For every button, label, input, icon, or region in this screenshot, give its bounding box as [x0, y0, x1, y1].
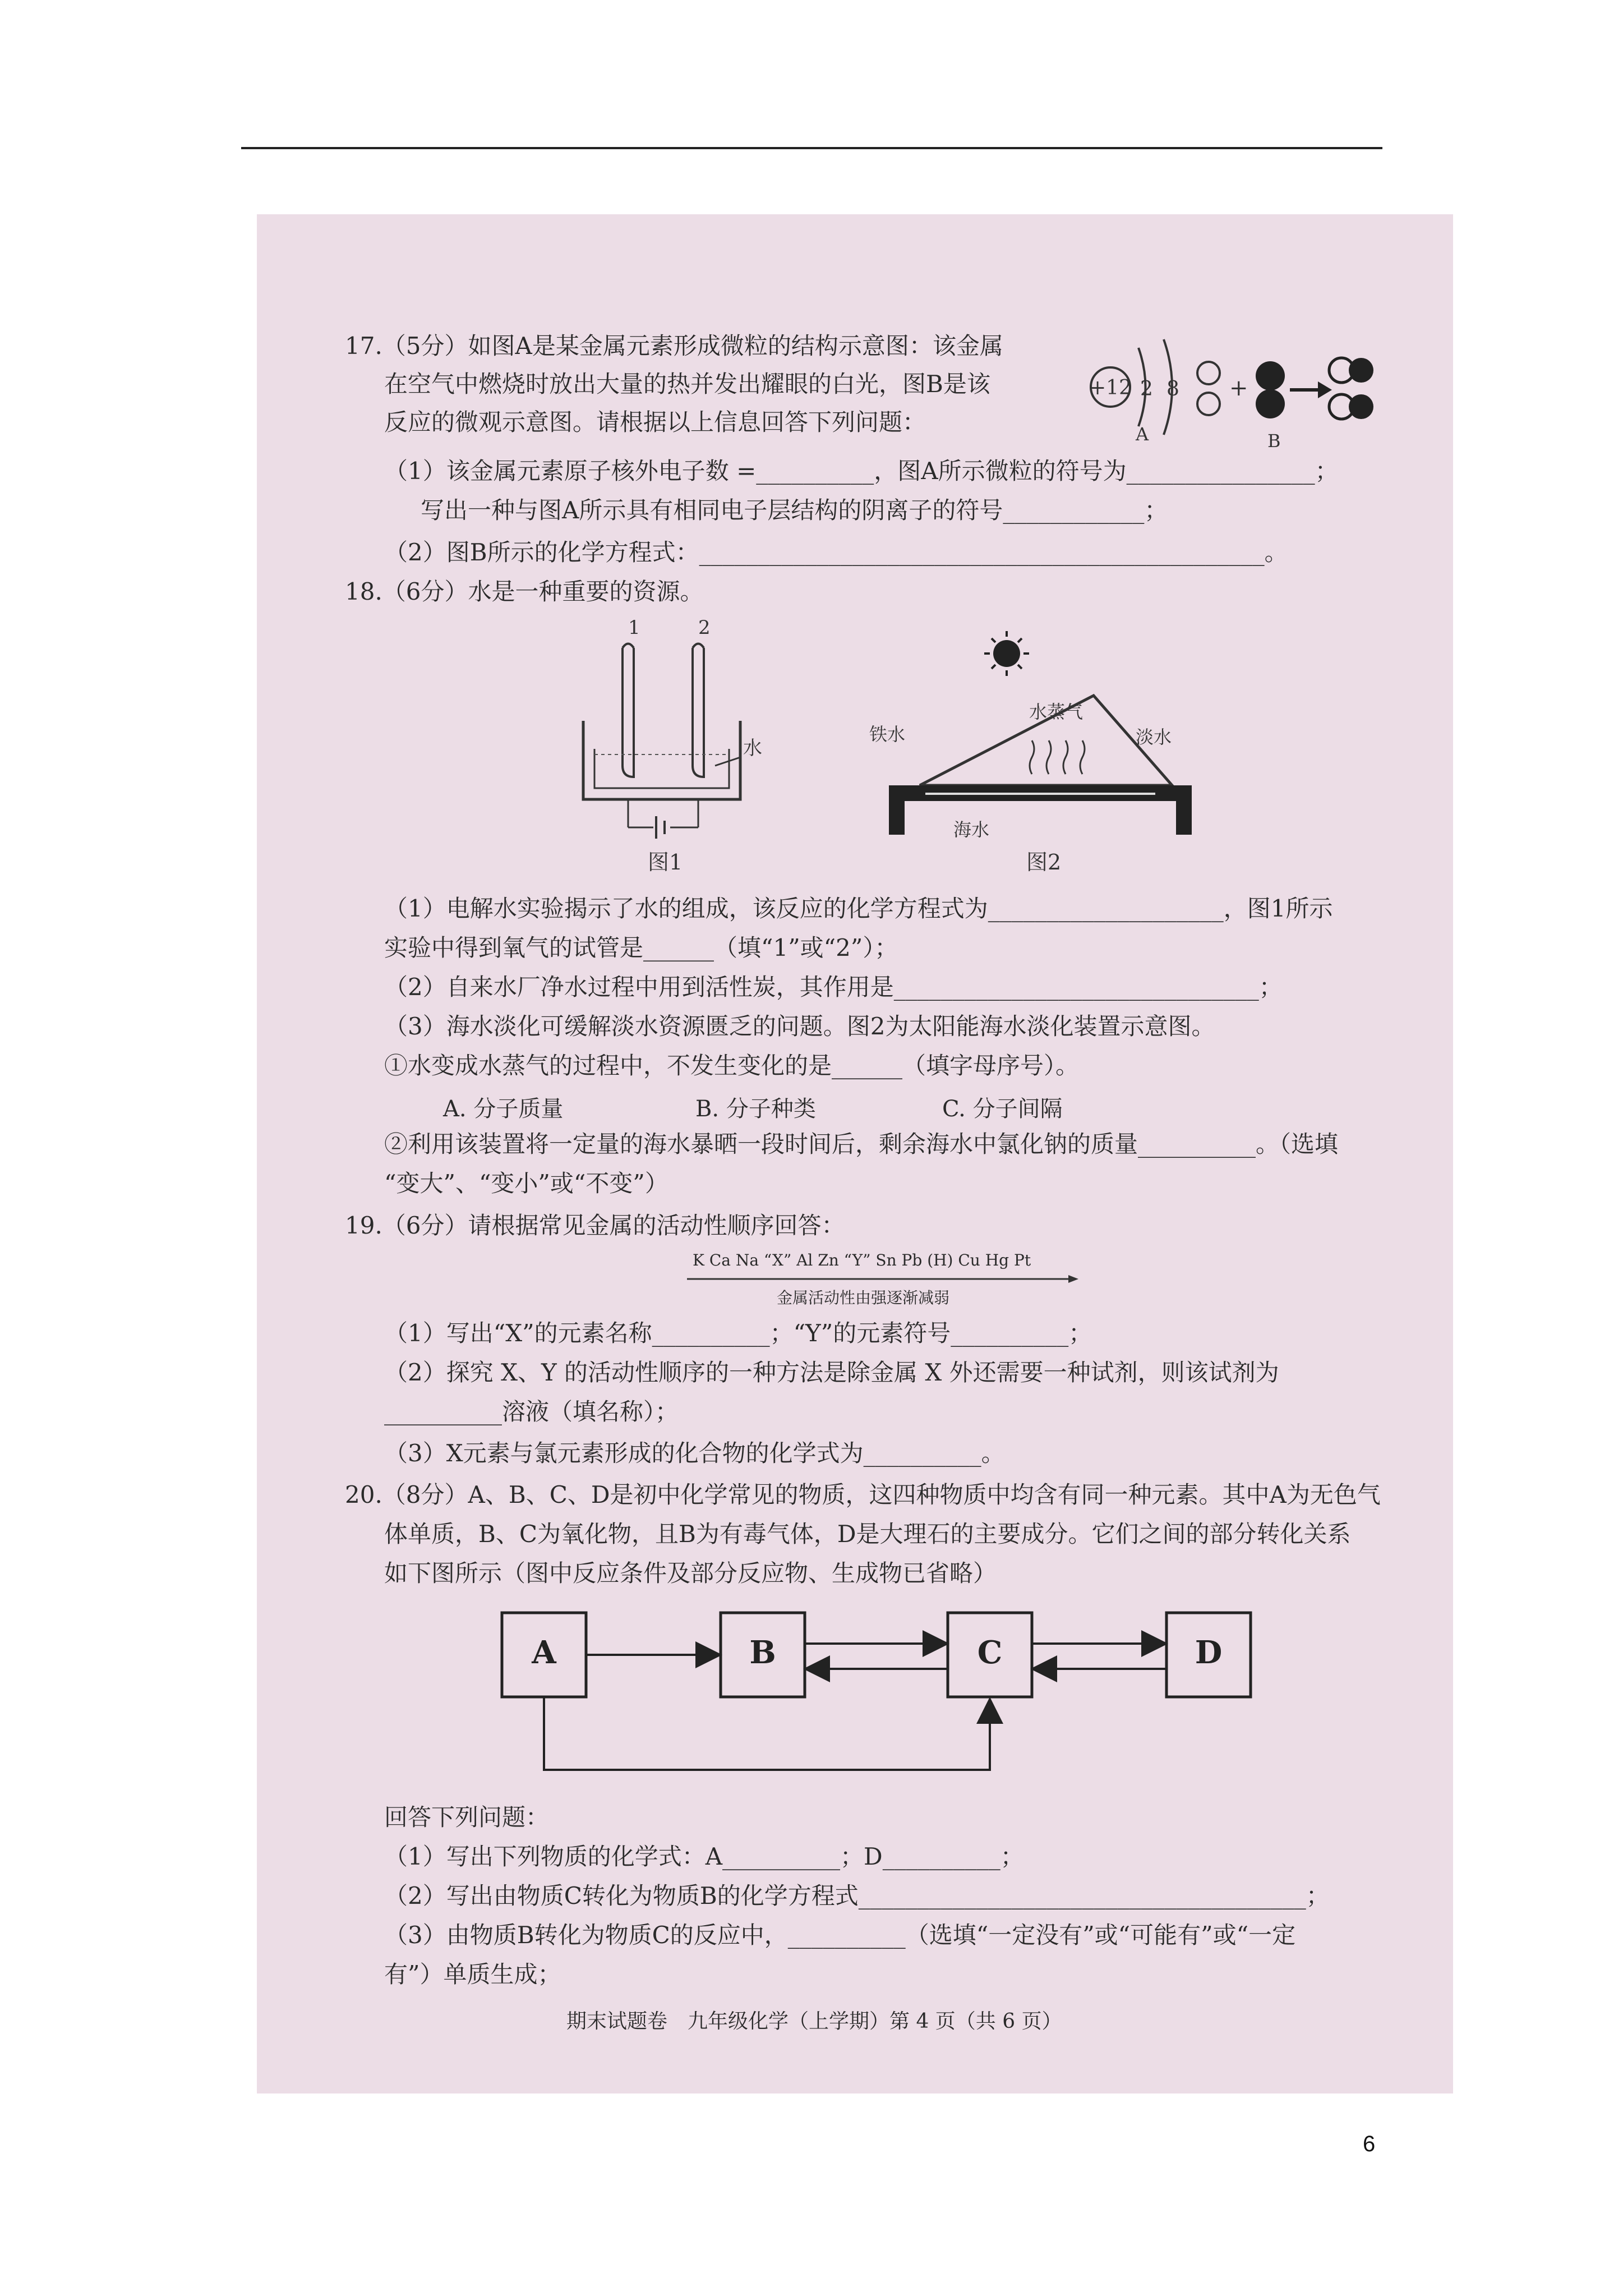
q18-sub1-line1: （1）电解水实验揭示了水的组成，该反应的化学方程式为____________________，图1所示 — [384, 895, 1333, 922]
q17-sub2: （2）图B所示的化学方程式：________________________________________________。 — [384, 539, 1288, 566]
q18-option-c: C. 分子间隔 — [942, 1096, 1063, 1122]
q18-figure2-desalination — [864, 623, 1234, 881]
water-label: 水 — [743, 737, 762, 760]
q17-sub1-line1: （1）该金属元素原子核外电子数 =__________，图A所示微粒的符号为________________； — [384, 457, 1339, 485]
fresh-water-label: 淡水 — [1136, 726, 1172, 748]
q18-stem: 18.（6分）水是一种重要的资源。 — [345, 578, 704, 605]
box-b-label: B — [749, 1634, 776, 1671]
q17-sub1-line2: 写出一种与图A所示具有相同电子层结构的阴离子的符号____________； — [421, 496, 1168, 524]
q20-answer-intro: 回答下列问题： — [384, 1803, 550, 1831]
q20-conversion-diagram — [494, 1607, 1267, 1781]
metal-activity-series: K Ca Na “X” Al Zn “Y” Sn Pb (H) Cu Hg Pt — [693, 1251, 1031, 1269]
shell2-electrons: 8 — [1166, 378, 1179, 401]
q18-sub3a: ①水变成水蒸气的过程中，不发生变化的是______（填字母序号）。 — [384, 1052, 1080, 1079]
figure-a-label: A — [1136, 424, 1149, 445]
plate-label: 铁水 — [869, 724, 906, 745]
box-d-label: D — [1195, 1634, 1223, 1671]
figure-a-atom-diagram — [1089, 339, 1179, 445]
shell1-electrons: 2 — [1140, 378, 1153, 401]
q20-stem-line2: 体单质，B、C为氧化物，且B为有毒气体，D是大理石的主要成分。它们之间的部分转化关系 — [384, 1520, 1351, 1548]
q18-sub3b-line1: ②利用该装置将一定量的海水暴晒一段时间后，剩余海水中氯化钠的质量__________。（选填 — [384, 1130, 1339, 1158]
q20-stem-line1: 20.（8分）A、B、C、D是初中化学常见的物质，这四种物质中均含有同一种元素。其中A为无色气 — [345, 1481, 1381, 1508]
q20-sub1: （1）写出下列物质的化学式：A__________；D__________； — [384, 1843, 1024, 1870]
q18-sub1-line2: 实验中得到氧气的试管是______（填“1”或“2”）； — [384, 934, 898, 961]
box-c-label: C — [977, 1634, 1003, 1671]
q17-stem-line2: 在空气中燃烧时放出大量的热并发出耀眼的白光，图B是该 — [384, 370, 990, 398]
q19-sub2-line1: （2）探究 X、Y 的活动性顺序的一种方法是除金属 X 外还需要一种试剂，则该试剂为 — [384, 1359, 1279, 1386]
q18-figure1-electrolysis — [572, 614, 830, 878]
figure-b-micro-reaction — [1197, 358, 1373, 452]
box-a-label: A — [532, 1634, 556, 1671]
q20-stem-line3: 如下图所示（图中反应条件及部分反应物、生成物已省略） — [384, 1559, 997, 1587]
q17-stem-line1: 17.（5分）如图A是某金属元素形成微粒的结构示意图：该金属 — [345, 332, 1003, 360]
figure-b-label: B — [1267, 430, 1281, 452]
q19-sub3: （3）X元素与氯元素形成的化合物的化学式为__________。 — [384, 1439, 1005, 1467]
header-rule — [241, 147, 1382, 149]
activity-series-caption: 金属活动性由强逐渐减弱 — [777, 1289, 950, 1307]
q19-stem: 19.（6分）请根据常见金属的活动性顺序回答： — [345, 1212, 845, 1239]
page-footer: 期末试题卷 九年级化学（上学期）第 4 页（共 6 页） — [566, 2010, 1062, 2033]
q18-sub3b-line2: “变大”、“变小”或“不变”） — [384, 1170, 668, 1197]
q20-sub3-line1: （3）由物质B转化为物质C的反应中，__________（选填“一定没有”或“可能有”或“一定 — [384, 1921, 1296, 1949]
sun-icon — [984, 631, 1029, 676]
q18-sub2: （2）自来水厂净水过程中用到活性炭，其作用是_______________________________； — [384, 973, 1283, 1001]
q20-sub3-line2: 有”）单质生成； — [384, 1961, 561, 1988]
q18-option-a: A. 分子质量 — [443, 1096, 564, 1122]
figure1-caption: 图1 — [648, 850, 683, 875]
nucleus-charge: +12 — [1089, 376, 1132, 399]
figure2-caption: 图2 — [1026, 850, 1062, 875]
activity-arrow — [687, 1273, 1080, 1285]
tube1-label: 1 — [628, 616, 640, 639]
vapor-label: 水蒸气 — [1029, 701, 1083, 723]
tube2-label: 2 — [698, 616, 711, 639]
page-number: 6 — [1363, 2132, 1376, 2156]
q17-figures — [1082, 314, 1380, 454]
svg-text:+: + — [1229, 375, 1248, 401]
q20-sub2: （2）写出由物质C转化为物质B的化学方程式______________________________________； — [384, 1882, 1330, 1910]
q19-sub2-line2: __________溶液（填名称）； — [384, 1398, 679, 1425]
q18-sub3: （3）海水淡化可缓解淡水资源匮乏的问题。图2为太阳能海水淡化装置示意图。 — [384, 1013, 1215, 1040]
q19-sub1: （1）写出“X”的元素名称__________；“Y”的元素符号__________； — [384, 1319, 1092, 1347]
q18-option-b: B. 分子种类 — [695, 1096, 816, 1122]
q17-stem-line3: 反应的微观示意图。请根据以上信息回答下列问题： — [384, 408, 926, 436]
seawater-label: 海水 — [953, 819, 990, 840]
